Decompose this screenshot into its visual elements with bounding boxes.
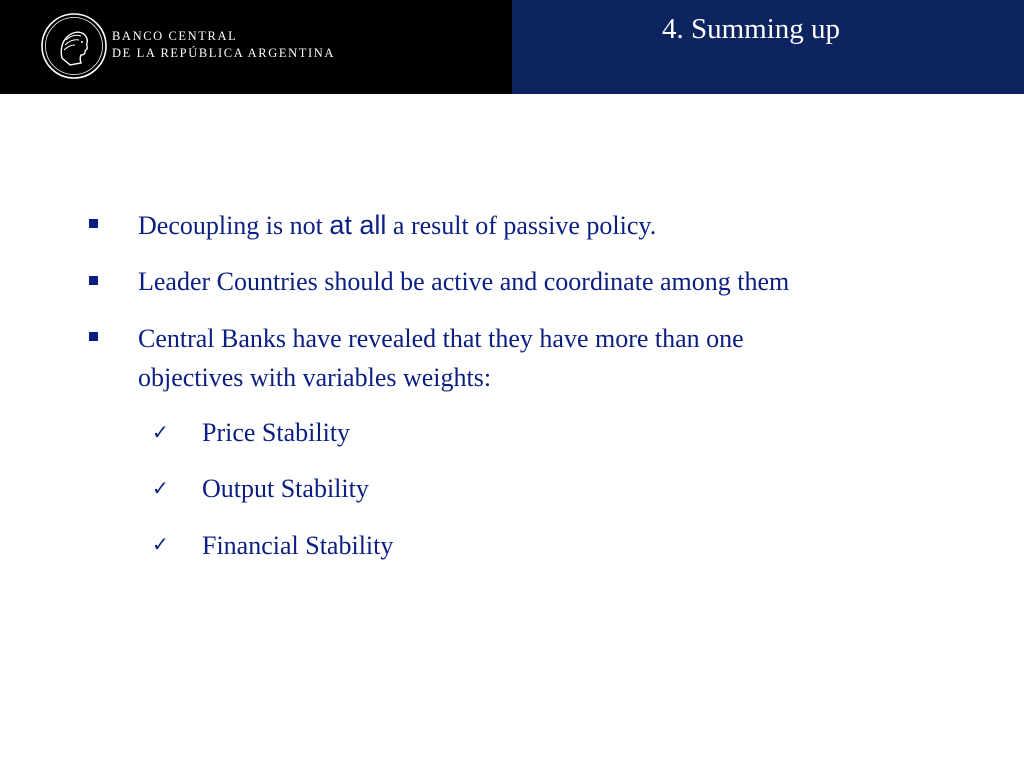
bullet-emphasis: at all <box>329 210 387 240</box>
slide-title: 4. Summing up <box>662 13 841 45</box>
bullet-item <box>138 206 656 245</box>
bullet-square-icon <box>89 332 98 341</box>
bank-name-line2: DE LA REPÚBLICA ARGENTINA <box>112 46 335 60</box>
bullet-text-before: Decoupling is not <box>138 211 330 240</box>
checkmark-icon: ✓ <box>152 476 169 500</box>
bullet-text-after: a result of passive policy. <box>386 211 657 240</box>
bullet-item-line1: Central Banks have revealed that they have more than one <box>138 324 744 353</box>
bank-name-line1: BANCO CENTRAL <box>112 29 238 43</box>
checkmark-icon: ✓ <box>152 532 169 556</box>
sub-item: Output Stability <box>202 474 369 503</box>
checkmark-icon: ✓ <box>152 420 169 444</box>
sub-item: Financial Stability <box>202 531 394 560</box>
bullet-item: Leader Countries should be active and coordinate among them <box>138 267 790 296</box>
bullet-square-icon <box>89 219 98 228</box>
bullet-item-line2: objectives with variables weights: <box>138 363 492 392</box>
bullet-square-icon <box>89 276 98 285</box>
sub-item: Price Stability <box>202 418 351 447</box>
